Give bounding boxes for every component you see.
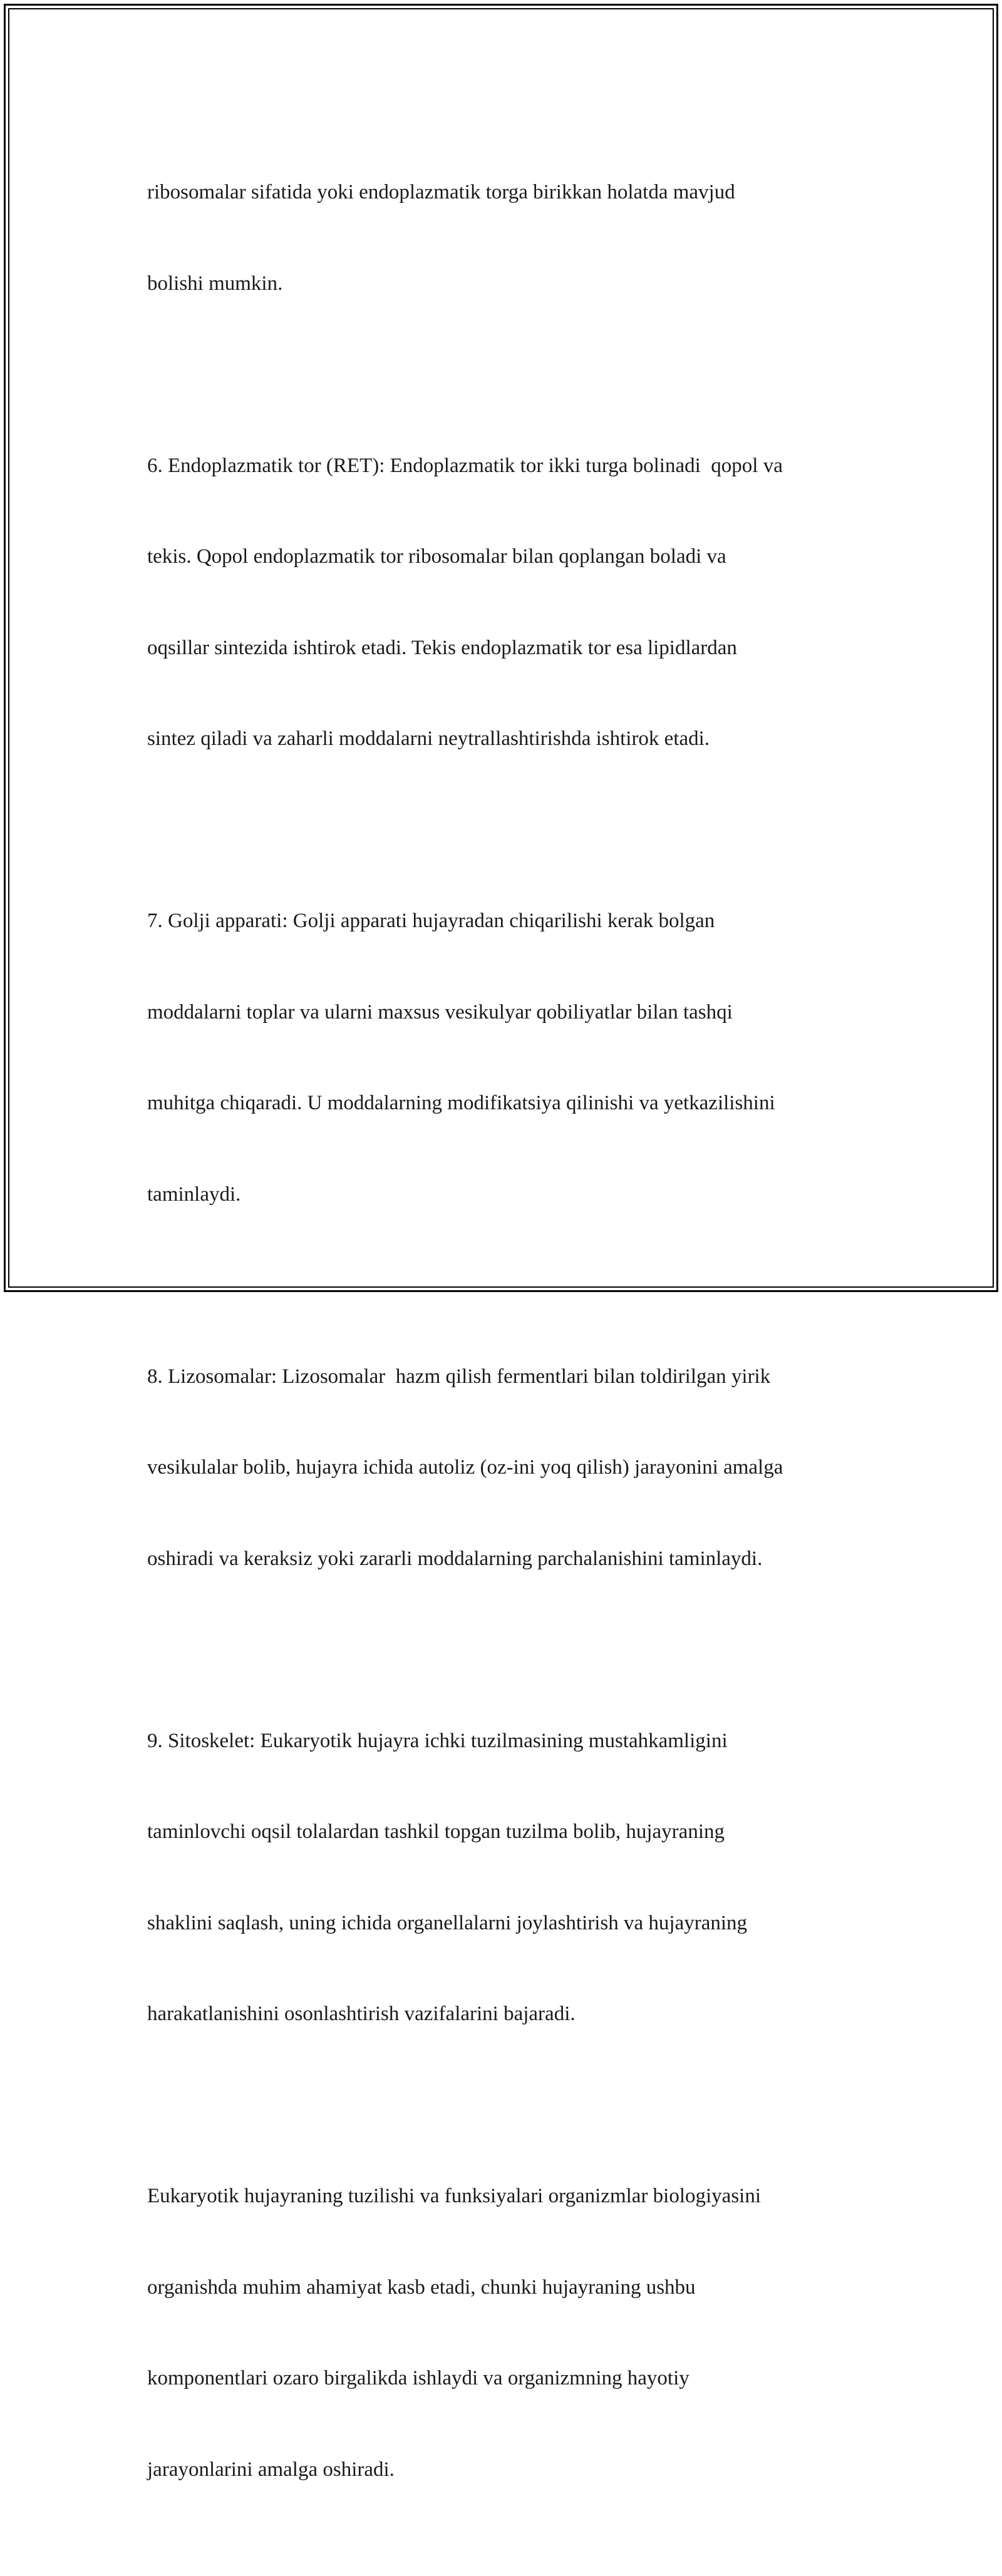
paragraph-ribosomes-continued (147, 116, 874, 359)
text-line: muhitga chiqaradi. U moddalarning modifikatsiya qilinishi va yetkazilishini (147, 1092, 775, 1114)
paragraph-lysosomes (147, 1301, 874, 1635)
paragraph-endoplasmic-reticulum (147, 390, 874, 815)
text-line: taminlovchi oqsil tolalardan tashkil topgan tuzilma bolib, hujayraning (147, 1820, 725, 1843)
paragraph-golgi-apparatus (147, 845, 874, 1270)
paragraph-cytoskeleton (147, 1665, 874, 2090)
text-line: taminlaydi. (147, 1183, 241, 1206)
text-line: shaklini saqlash, uning ichida organellalarni joylashtirish va hujayraning (147, 1911, 748, 1934)
text-line: tekis. Qopol endoplazmatik tor ribosomalar bilan qoplangan boladi va (147, 545, 726, 568)
paragraph-conclusion (147, 2120, 874, 2545)
text-line: moddalarni toplar va ularni maxsus vesikulyar qobiliyatlar bilan tashqi (147, 1000, 733, 1024)
text-line: 9. Sitoskelet: Eukaryotik hujayra ichki tuzilmasining mustahkamligini (147, 1729, 728, 1752)
text-line: 8. Lizosomalar: Lizosomalar hazm qilish fermentlari bilan toldirilgan yirik (147, 1365, 771, 1388)
text-line: ribosomalar sifatida yoki endoplazmatik torga birikkan holatda mavjud (147, 181, 735, 203)
text-line: 6. Endoplazmatik tor (RET): Endoplazmatik tor ikki turga bolinadi qopol va (147, 454, 783, 477)
text-line: vesikulalar bolib, hujayra ichida autoliz (oz-ini yoq qilish) jarayonini amalga (147, 1456, 783, 1479)
text-line: organishda muhim ahamiyat kasb etadi, chunki hujayraning ushbu (147, 2276, 696, 2299)
text-line: komponentlari ozaro birgalikda ishlaydi va organizmning hayotiy (147, 2367, 690, 2389)
text-line: harakatlanishini osonlashtirish vazifalarini bajaradi. (147, 2003, 576, 2025)
document-body (147, 116, 874, 2576)
text-line: 7. Golji apparati: Golji apparati hujayradan chiqarilishi kerak bolgan (147, 910, 715, 932)
text-line: jarayonlarini amalga oshiradi. (147, 2458, 395, 2481)
text-line: bolishi mumkin. (147, 272, 283, 295)
text-line: Eukaryotik hujayraning tuzilishi va funksiyalari organizmlar biologiyasini (147, 2185, 762, 2207)
text-line: oshiradi va keraksiz yoki zararli moddalarning parchalanishini taminlaydi. (147, 1547, 763, 1570)
text-line: sintez qiladi va zaharli moddalarni neytrallashtirishda ishtirok etadi. (147, 727, 710, 750)
text-line: oqsillar sintezida ishtirok etadi. Tekis endoplazmatik tor esa lipidlardan (147, 636, 737, 659)
